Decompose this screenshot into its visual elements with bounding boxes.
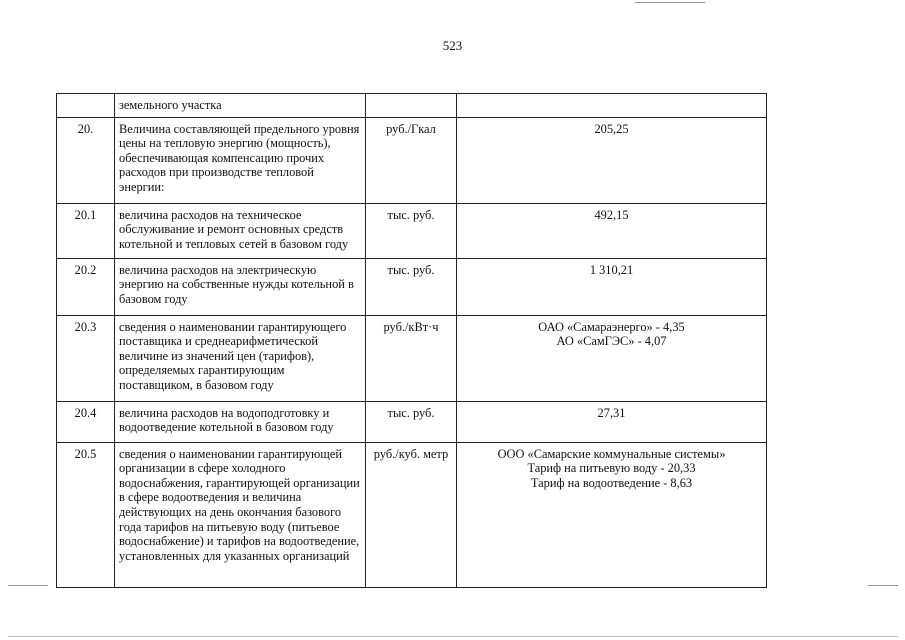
row-description: земельного участка bbox=[115, 94, 366, 118]
table-row bbox=[57, 401, 767, 442]
row-number bbox=[57, 94, 115, 118]
tariff-table bbox=[56, 93, 767, 588]
row-value bbox=[457, 203, 767, 258]
row-description: величина расходов на водоподготовку и водоотведение котельной в базовом году bbox=[115, 401, 366, 442]
scan-artifact-bottom bbox=[8, 636, 898, 637]
row-description: Величина составляющей предельного уровня цены на тепловую энергию (мощность), обеспечивающая компенсацию прочих расходов при производстве тепловой энергии: bbox=[115, 117, 366, 203]
scan-artifact-top bbox=[635, 2, 705, 3]
scan-artifact-right bbox=[868, 585, 898, 586]
value-line: ОАО «Самараэнерго» - 4,35 bbox=[538, 319, 685, 334]
page-number: 523 bbox=[442, 38, 463, 53]
row-unit: руб./Гкал bbox=[366, 117, 457, 203]
scan-artifact-left bbox=[8, 585, 48, 586]
row-value bbox=[457, 258, 767, 315]
row-description: величина расходов на техническое обслуживание и ремонт основных средств котельной и тепловых сетей в базовом году bbox=[115, 203, 366, 258]
table-row bbox=[57, 117, 767, 203]
row-number: 20.5 bbox=[57, 442, 115, 587]
value-line: 1 310,21 bbox=[589, 262, 634, 277]
value-line: 205,25 bbox=[594, 121, 629, 136]
table-row bbox=[57, 203, 767, 258]
table-row bbox=[57, 315, 767, 401]
row-unit: руб./куб. метр bbox=[366, 442, 457, 587]
row-value bbox=[457, 401, 767, 442]
row-unit: тыс. руб. bbox=[366, 401, 457, 442]
row-number: 20. bbox=[57, 117, 115, 203]
row-unit: тыс. руб. bbox=[366, 203, 457, 258]
row-unit bbox=[366, 94, 457, 118]
row-description: сведения о наименовании гарантирующей организации в сфере холодного водоснабжения, гарантирующей организации в сфере водоотведения и величина действующих на день окончания базового года тарифов на питьевую воду (питьевое водоснабжение) и тарифов на водоотведение, установленных для указанных организаций bbox=[115, 442, 366, 587]
row-value bbox=[457, 315, 767, 401]
table-row bbox=[57, 258, 767, 315]
value-line: Тариф на питьевую воду - 20,33 bbox=[527, 461, 696, 476]
row-number: 20.2 bbox=[57, 258, 115, 315]
value-line: Тариф на водоотведение - 8,63 bbox=[530, 475, 693, 490]
value-line: АО «СамГЭС» - 4,07 bbox=[556, 334, 667, 349]
value-line: 492,15 bbox=[594, 207, 629, 222]
row-number: 20.1 bbox=[57, 203, 115, 258]
row-value bbox=[457, 442, 767, 587]
value-line: ООО «Самарские коммунальные системы» bbox=[497, 446, 726, 461]
row-value bbox=[457, 94, 767, 118]
row-unit: руб./кВт·ч bbox=[366, 315, 457, 401]
table-row bbox=[57, 442, 767, 587]
row-description: сведения о наименовании гарантирующего поставщика и среднеарифметической величине из значений цен (тарифов), определяемых гарантирующим поставщиком, в базовом году bbox=[115, 315, 366, 401]
row-number: 20.3 bbox=[57, 315, 115, 401]
row-description: величина расходов на электрическую энергию на собственные нужды котельной в базовом году bbox=[115, 258, 366, 315]
row-unit: тыс. руб. bbox=[366, 258, 457, 315]
row-value bbox=[457, 117, 767, 203]
value-line: 27,31 bbox=[597, 405, 626, 420]
table-row bbox=[57, 94, 767, 118]
row-number: 20.4 bbox=[57, 401, 115, 442]
